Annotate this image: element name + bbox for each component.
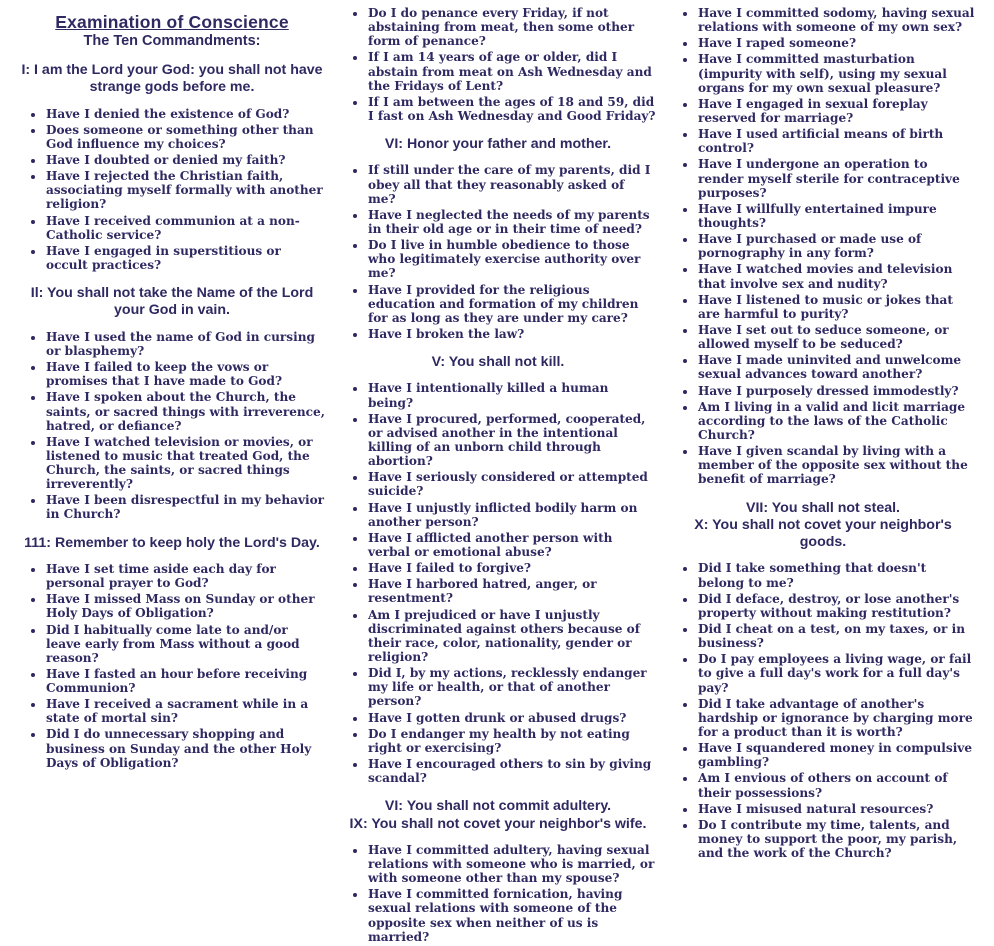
question-item: • Have I committed adultery, having sexual relations with someone who is married, or with someone other than my spouse? bbox=[367, 843, 656, 885]
question-item: • If still under the care of my parents, did I obey all that they reasonably asked of me? bbox=[367, 163, 656, 205]
section-heading: Il: You shall not take the Name of the Lord your God in vain. bbox=[30, 285, 314, 319]
question-item: • Have I encouraged others to sin by giving scandal? bbox=[367, 757, 656, 785]
question-item: • Have I purposely dressed immodestly? bbox=[697, 384, 976, 398]
question-item: • If I am between the ages of 18 and 59, did I fast on Ash Wednesday and Good Friday? bbox=[367, 95, 656, 123]
question-item: • Do I contribute my time, talents, and money to support the poor, my parish, and the work of the Church? bbox=[697, 818, 976, 860]
question-item: • Have I set out to seduce someone, or allowed myself to be seduced? bbox=[697, 323, 976, 351]
question-item: • Have I misused natural resources? bbox=[697, 802, 976, 816]
question-item: • Have I broken the law? bbox=[367, 327, 656, 341]
question-item: • Have I denied the existence of God? bbox=[45, 107, 326, 121]
question-item: • Have I missed Mass on Sunday or other Holy Days of Obligation? bbox=[45, 592, 326, 620]
question-item: • Have I purchased or made use of pornography in any form? bbox=[697, 232, 976, 260]
question-item: • Have I doubted or denied my faith? bbox=[45, 153, 326, 167]
question-item: • Have I fasted an hour before receiving Communion? bbox=[45, 667, 326, 695]
question-item: • Have I failed to keep the vows or promises that I have made to God? bbox=[45, 360, 326, 388]
question-item: • Have I committed sodomy, having sexual relations with someone of my own sex? bbox=[697, 6, 976, 34]
section-heading: I: I am the Lord your God: you shall not have strange gods before me. bbox=[21, 62, 323, 96]
question-item: • Have I afflicted another person with verbal or emotional abuse? bbox=[367, 531, 656, 559]
question-list bbox=[340, 381, 656, 785]
column-center bbox=[336, 6, 660, 946]
question-list bbox=[18, 562, 326, 770]
page-title: Examination of Conscience bbox=[55, 12, 289, 32]
question-item: • Have I undergone an operation to render myself sterile for contraceptive purposes? bbox=[697, 157, 976, 199]
question-item: • Have I neglected the needs of my parents in their old age or in their time of need? bbox=[367, 208, 656, 236]
question-item: • Did I do unnecessary shopping and business on Sunday and the other Holy Days of Obligation? bbox=[45, 727, 326, 769]
question-item: • Did I deface, destroy, or lose another's property without making restitution? bbox=[697, 592, 976, 620]
question-item: • If I am 14 years of age or older, did I abstain from meat on Ash Wednesday and the Fridays of Lent? bbox=[367, 50, 656, 92]
question-item: • Am I envious of others on account of their possessions? bbox=[697, 771, 976, 799]
question-item: • Do I pay employees a living wage, or fail to give a full day's work for a full day's pay? bbox=[697, 652, 976, 694]
question-item: • Have I seriously considered or attempted suicide? bbox=[367, 470, 656, 498]
question-item: • Did I take advantage of another's hardship or ignorance by charging more for a product than it is worth? bbox=[697, 697, 976, 739]
question-item: • Do I do penance every Friday, if not abstaining from meat, then some other form of penance? bbox=[367, 6, 656, 48]
question-item: • Did I take something that doesn't belong to me? bbox=[697, 561, 976, 589]
question-list bbox=[340, 843, 656, 944]
question-item: • Have I been disrespectful in my behavior in Church? bbox=[45, 493, 326, 521]
question-item: • Have I made uninvited and unwelcome sexual advances toward another? bbox=[697, 353, 976, 381]
section-heading: VI: Honor your father and mother. bbox=[384, 136, 612, 153]
question-item: • Does someone or something other than God influence my choices? bbox=[45, 123, 326, 151]
column-center-blocks bbox=[340, 6, 656, 944]
question-item: • Have I committed masturbation (impurity with self), using my sexual organs for my own sexual pleasure? bbox=[697, 52, 976, 94]
section-heading: VII: You shall not steal. X: You shall not covet your neighbor's goods. bbox=[694, 499, 952, 551]
question-item: • Have I raped someone? bbox=[697, 36, 976, 50]
section-heading: V: You shall not kill. bbox=[431, 354, 565, 371]
question-list bbox=[18, 330, 326, 522]
question-item: • Have I unjustly inflicted bodily harm on another person? bbox=[367, 501, 656, 529]
question-item: • Have I committed fornication, having sexual relations with someone of the opposite sex when neither of us is married? bbox=[367, 887, 656, 944]
question-list bbox=[670, 561, 976, 860]
question-item: • Did I cheat on a test, on my taxes, or in business? bbox=[697, 622, 976, 650]
question-item: • Have I engaged in superstitious or occult practices? bbox=[45, 244, 326, 272]
question-item: • Have I failed to forgive? bbox=[367, 561, 656, 575]
question-item: • Have I rejected the Christian faith, associating myself formally with another religion? bbox=[45, 169, 326, 211]
question-item: • Do I live in humble obedience to those who legitimately exercise authority over me? bbox=[367, 238, 656, 280]
question-item: • Have I provided for the religious education and formation of my children for as long as they are under my care? bbox=[367, 283, 656, 325]
question-item: • Have I received communion at a non-Catholic service? bbox=[45, 214, 326, 242]
column-right-blocks bbox=[670, 6, 976, 860]
question-item: • Have I set time aside each day for personal prayer to God? bbox=[45, 562, 326, 590]
section-heading: 111: Remember to keep holy the Lord's Day. bbox=[24, 534, 320, 551]
question-item: • Am I living in a valid and licit marriage according to the laws of the Catholic Church? bbox=[697, 400, 976, 442]
page-subtitle: The Ten Commandments: bbox=[83, 33, 261, 49]
question-item: • Have I intentionally killed a human being? bbox=[367, 381, 656, 409]
column-left bbox=[14, 6, 330, 946]
question-list bbox=[670, 6, 976, 487]
question-item: • Have I willfully entertained impure thoughts? bbox=[697, 202, 976, 230]
question-item: • Have I squandered money in compulsive gambling? bbox=[697, 741, 976, 769]
question-item: • Have I used the name of God in cursing or blasphemy? bbox=[45, 330, 326, 358]
question-item: • Have I engaged in sexual foreplay reserved for marriage? bbox=[697, 97, 976, 125]
question-item: • Have I watched movies and television that involve sex and nudity? bbox=[697, 262, 976, 290]
question-item: • Do I endanger my health by not eating right or exercising? bbox=[367, 727, 656, 755]
question-item: • Have I spoken about the Church, the saints, or sacred things with irreverence, hatred, or defiance? bbox=[45, 390, 326, 432]
question-item: • Have I received a sacrament while in a state of mortal sin? bbox=[45, 697, 326, 725]
question-item: • Have I listened to music or jokes that are harmful to purity? bbox=[697, 293, 976, 321]
column-right bbox=[666, 6, 980, 946]
question-item: • Have I procured, performed, cooperated, or advised another in the intentional killing of an unborn child through abortion? bbox=[367, 412, 656, 469]
section-heading: VI: You shall not commit adultery. IX: You shall not covet your neighbor's wife. bbox=[349, 798, 647, 832]
question-item: • Am I prejudiced or have I unjustly discriminated against others because of their race, color, nationality, gender or religion? bbox=[367, 608, 656, 665]
question-item: • Have I gotten drunk or abused drugs? bbox=[367, 711, 656, 725]
question-item: • Did I habitually come late to and/or leave early from Mass without a good reason? bbox=[45, 623, 326, 665]
question-item: • Have I watched television or movies, or listened to music that treated God, the Church, the saints, or sacred things irreverently? bbox=[45, 435, 326, 492]
question-item: • Have I used artificial means of birth control? bbox=[697, 127, 976, 155]
column-left-blocks bbox=[18, 62, 326, 770]
question-item: • Did I, by my actions, recklessly endanger my life or health, or that of another person? bbox=[367, 666, 656, 708]
question-item: • Have I given scandal by living with a member of the opposite sex without the benefit of marriage? bbox=[697, 444, 976, 486]
question-item: • Have I harbored hatred, anger, or resentment? bbox=[367, 577, 656, 605]
question-list bbox=[18, 107, 326, 273]
question-list bbox=[340, 163, 656, 341]
question-list bbox=[340, 6, 656, 123]
